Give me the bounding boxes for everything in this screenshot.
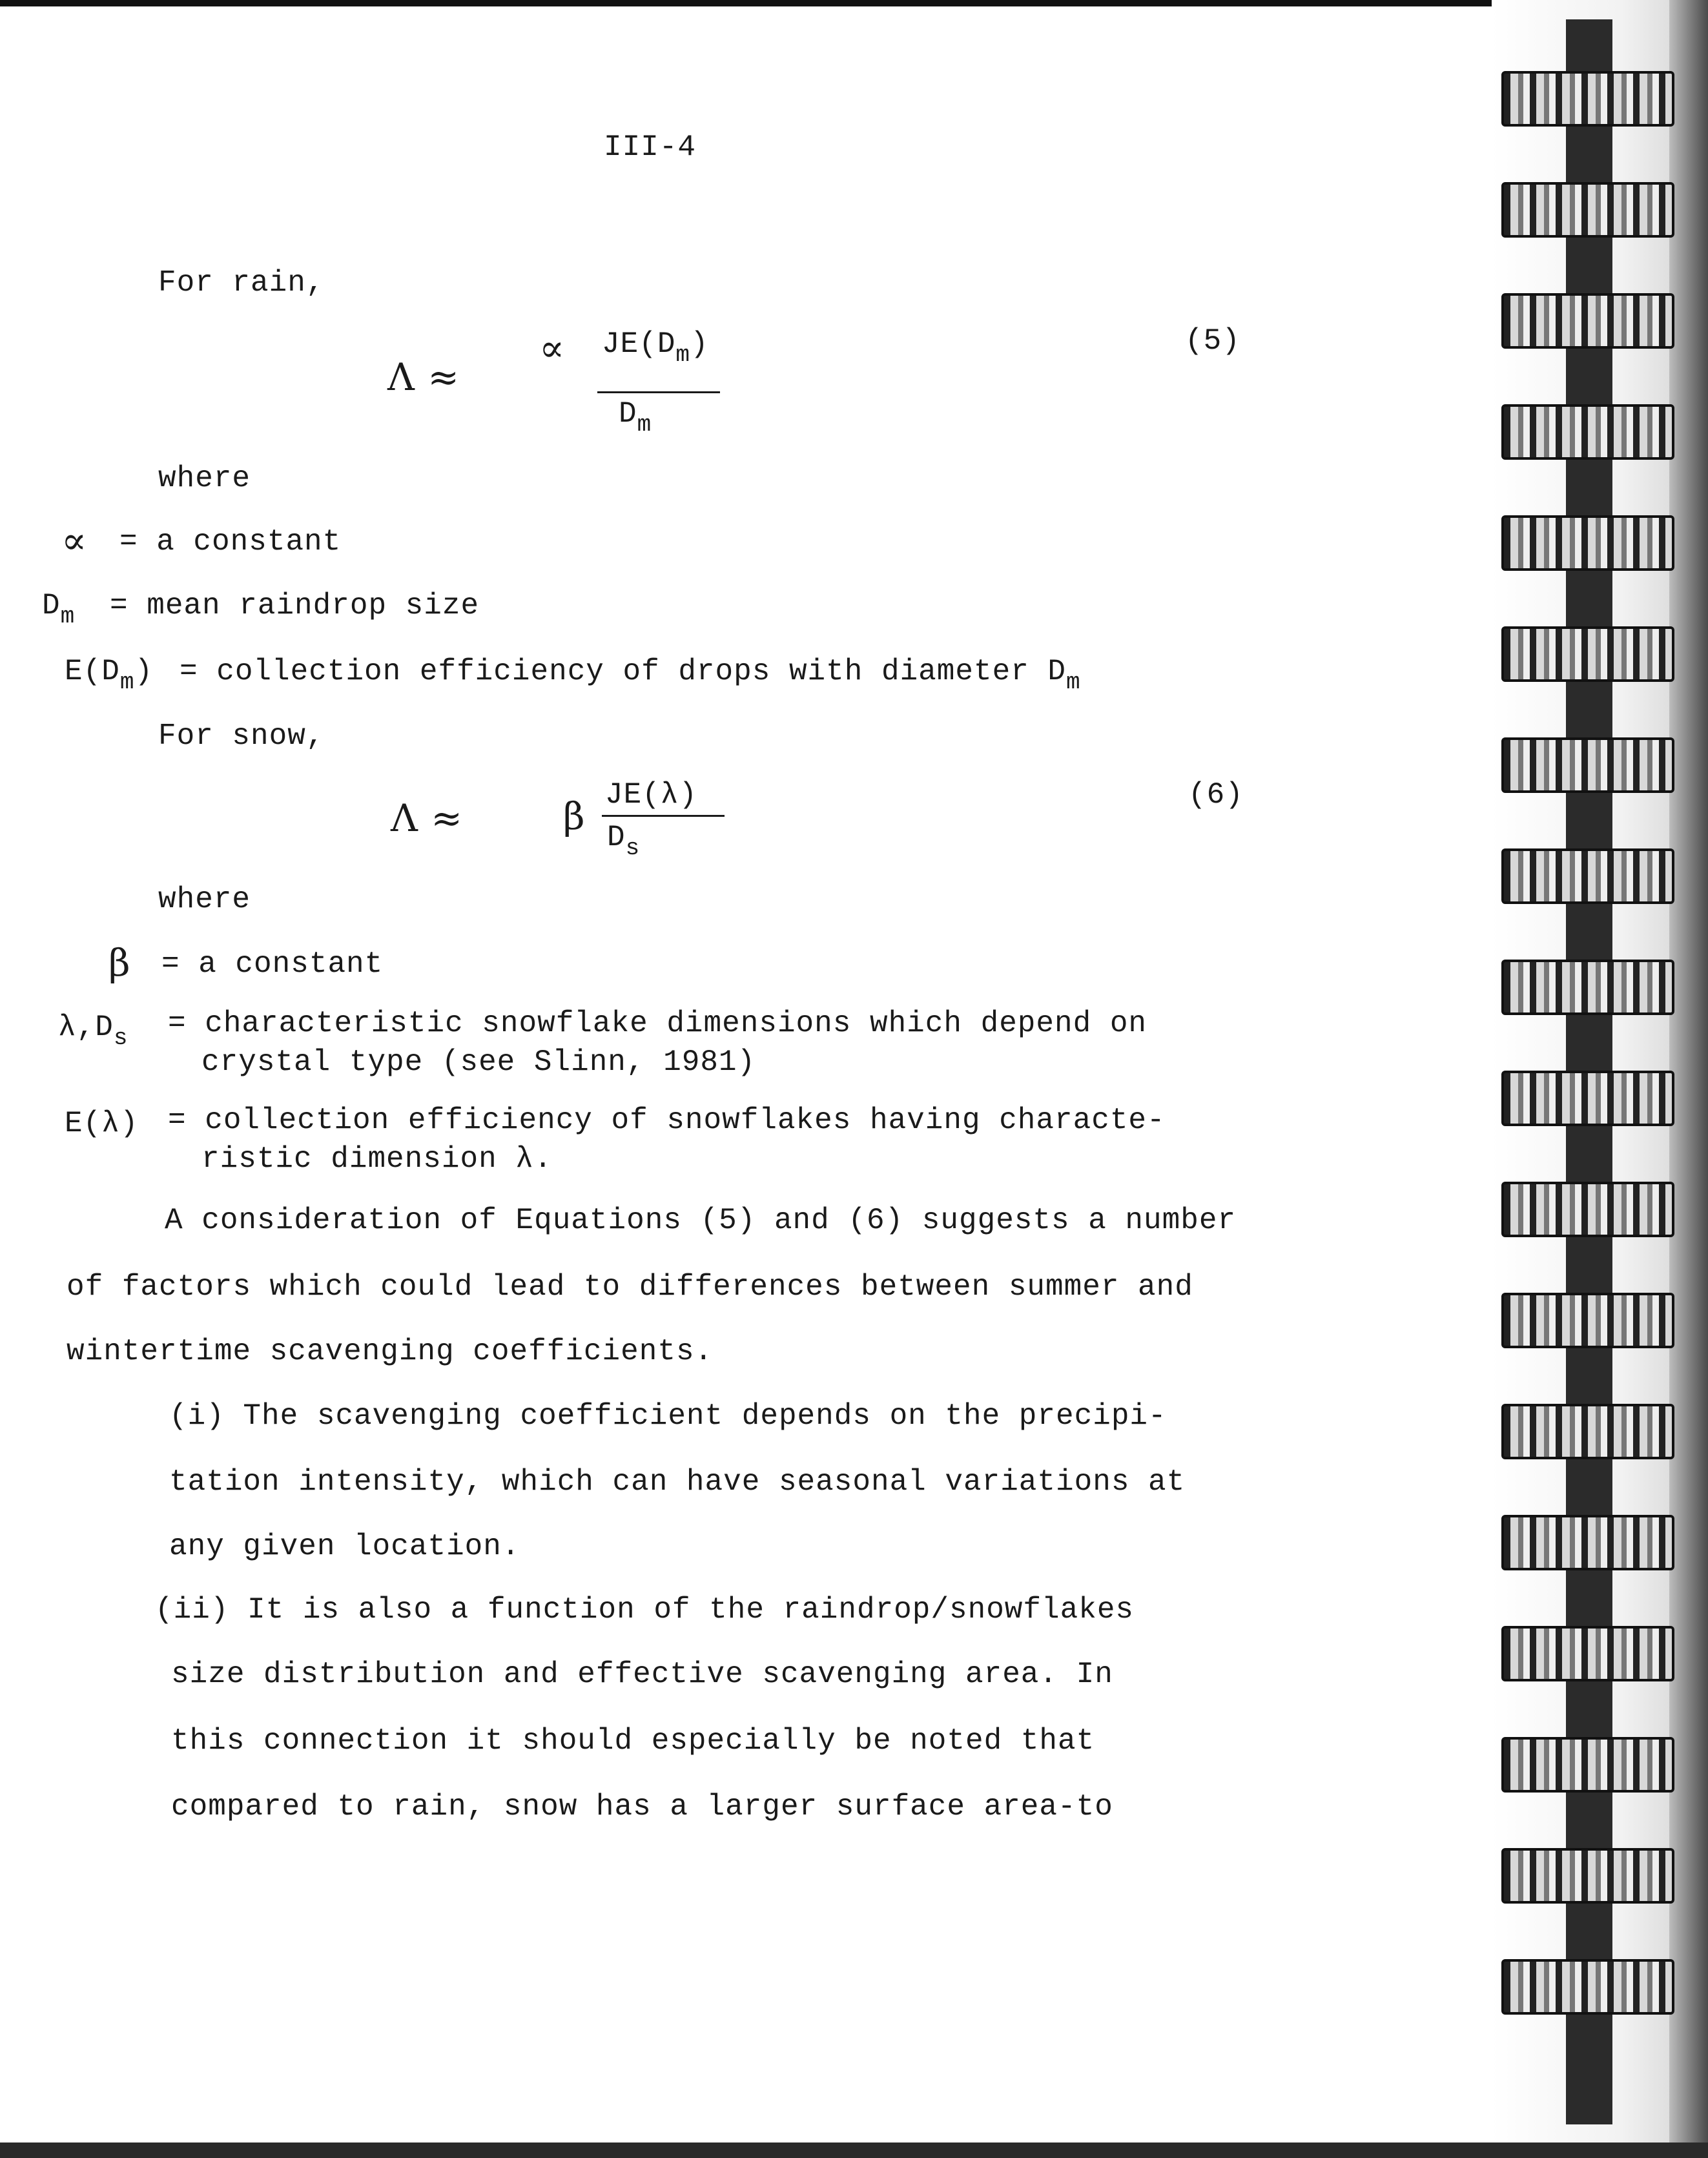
e-dm-definition: = collection efficiency of drops with diameter $D_m$ — [180, 655, 1081, 695]
binding-ring — [1501, 1737, 1674, 1793]
binding-ring — [1501, 960, 1674, 1015]
alpha-definition: = a constant — [119, 525, 342, 559]
snow-intro: For snow, — [158, 719, 325, 753]
scan-top-edge — [0, 0, 1708, 6]
page-edge-shadow — [1669, 0, 1708, 2158]
rain-fraction-bar — [597, 391, 720, 393]
e-dm-symbol: $E(D_m)$ — [65, 655, 154, 695]
binding-ring — [1501, 515, 1674, 571]
item-i-line-3: any given location. — [169, 1530, 520, 1563]
beta-definition: = a constant — [161, 947, 384, 981]
e-lambda-definition-line1: = collection efficiency of snowflakes having characte- — [168, 1104, 1166, 1137]
item-ii-line-1: (ii) It is also a function of the raindrop/snowflakes — [155, 1593, 1135, 1627]
rain-equation-numerator: $JE(D_m)$ — [602, 327, 709, 368]
scan-bottom-edge — [0, 2143, 1708, 2158]
beta-symbol: β — [108, 941, 131, 985]
snow-equation-denominator: $D_s$ — [607, 821, 641, 861]
binding-ring — [1501, 626, 1674, 682]
binding-ring — [1501, 1626, 1674, 1681]
e-lambda-definition-line2: ristic dimension λ. — [201, 1142, 553, 1176]
snow-equation-coefficient: β — [563, 794, 586, 838]
binding-ring — [1501, 71, 1674, 127]
lambda-ds-definition-line1: = characteristic snowflake dimensions which depend on — [168, 1007, 1147, 1040]
item-i-line-2: tation intensity, which can have seasonal variations at — [169, 1465, 1186, 1499]
binding-ring — [1501, 1515, 1674, 1570]
binding-ring — [1501, 1404, 1674, 1459]
lambda-ds-symbol: $\lambda,D_s$ — [58, 1011, 129, 1051]
dm-definition: = mean raindrop size — [110, 589, 480, 622]
item-ii-line-3: this connection it should especially be noted that — [171, 1724, 1095, 1758]
alpha-symbol: ∝ — [61, 519, 88, 562]
binding-ring — [1501, 182, 1674, 238]
dm-symbol: $D_m$ — [42, 589, 76, 630]
binding-ring — [1501, 293, 1674, 349]
page-number: III-4 — [604, 130, 697, 164]
paragraph-1-line-1: A consideration of Equations (5) and (6) suggests a number — [165, 1204, 1237, 1237]
snow-where: where — [158, 883, 251, 916]
binding-ring — [1501, 1182, 1674, 1237]
binding-ring — [1501, 1959, 1674, 2015]
equation-number-6: (6) — [1188, 778, 1244, 812]
snow-equation-lhs: Λ ≈ — [391, 796, 463, 840]
rain-intro: For rain, — [158, 266, 325, 300]
rain-where: where — [158, 462, 251, 495]
binding-ring — [1501, 848, 1674, 904]
paragraph-1-line-2: of factors which could lead to differences between summer and — [67, 1270, 1193, 1304]
paragraph-1-line-3: wintertime scavenging coefficients. — [67, 1335, 714, 1368]
snow-fraction-bar — [602, 815, 725, 817]
item-ii-line-2: size distribution and effective scavenging area. In — [171, 1658, 1113, 1691]
equation-number-5: (5) — [1185, 324, 1240, 358]
binding-ring — [1501, 737, 1674, 793]
binding-ring — [1501, 404, 1674, 460]
rain-equation-coefficient: ∝ — [539, 326, 566, 370]
rain-equation-lhs: Λ ≈ — [387, 355, 460, 399]
item-i-line-1: (i) The scavenging coefficient depends on the precipi- — [169, 1399, 1167, 1433]
item-ii-line-4: compared to rain, snow has a larger surface area-to — [171, 1790, 1113, 1824]
binding-ring — [1501, 1293, 1674, 1348]
binding-ring — [1501, 1071, 1674, 1126]
binding-ring — [1501, 1848, 1674, 1904]
rain-equation-denominator: $D_m$ — [619, 397, 652, 438]
lambda-ds-definition-line2: crystal type (see Slinn, 1981) — [201, 1045, 756, 1079]
e-lambda-symbol: E(λ) — [65, 1107, 139, 1140]
snow-equation-numerator: JE(λ) — [605, 778, 698, 812]
